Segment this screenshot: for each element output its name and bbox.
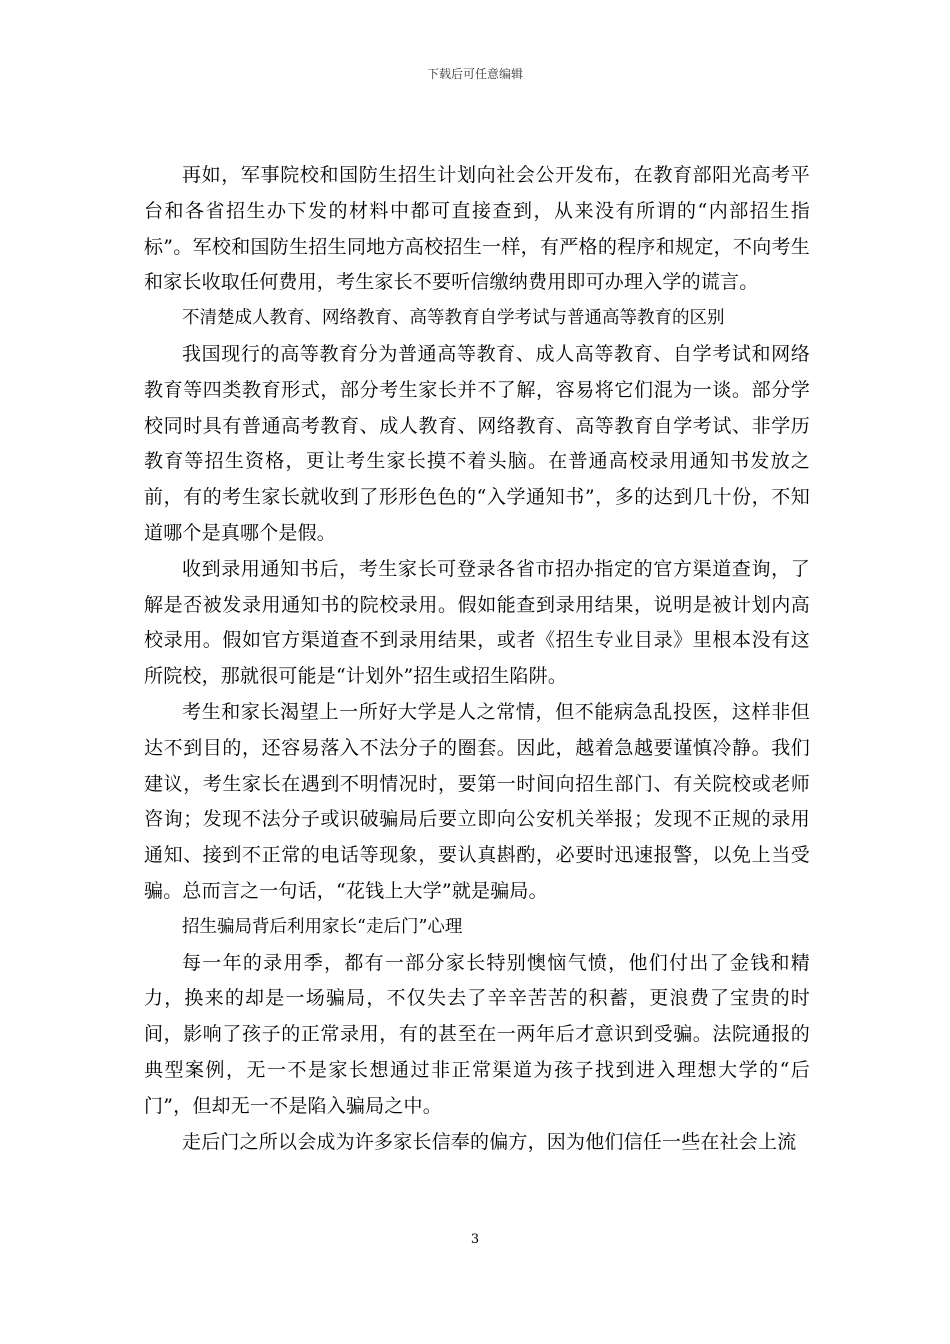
- paragraph-military-schools: 再如，军事院校和国防生招生计划向社会公开发布，在教育部阳光高考平台和各省招生办下发的材料中都可直接查到，从来没有所谓的“内部招生指标”。军校和国防生招生同地方高校招生一样，有严格的程序和规定，不向考生和家长收取任何费用，考生家长不要听信缴纳费用即可办理入学的谎言。: [144, 164, 810, 294]
- page-number: 3: [470, 1232, 480, 1247]
- section-heading-back-door: 招生骗局背后利用家长“走后门”心理: [182, 916, 463, 937]
- paragraph-admission-season: 每一年的录用季，都有一部分家长特别懊恼气愤，他们付出了金钱和精力，换来的却是一场骗局，不仅失去了辛辛苦苦的积蓄，更浪费了宝贵的时间，影响了孩子的正常录用，有的甚至在一两年后才意识到受骗。法院通报的典型案例，无一不是家长想通过非正常渠道为孩子找到进入理想大学的“后门”，但却无一不是陷入骗局之中。: [144, 951, 810, 1117]
- paragraph-back-door-reason: 走后门之所以会成为许多家长信奉的偏方，因为他们信任一些在社会上流: [182, 1130, 797, 1153]
- paragraph-admission-check: 收到录用通知书后，考生家长可登录各省市招办指定的官方渠道查询，了解是否被发录用通知书的院校录用。假如能查到录用结果，说明是被计划内高校录用。假如官方渠道查不到录用结果，或者《招生专业目录》里根本没有这所院校，那就很可能是“计划外”招生或招生陷阱。: [144, 557, 810, 688]
- paragraph-education-forms: 我国现行的高等教育分为普通高等教育、成人高等教育、自学考试和网络教育等四类教育形式，部分考生家长并不了解，容易将它们混为一谈。部分学校同时具有普通高考教育、成人教育、网络教育、高等教育自学考试、非学历教育等招生资格，更让考生家长摸不着头脑。在普通高校录用通知书发放之前，有的考生家长就收到了形形色色的“入学通知书”，多的达到几十份，不知道哪个是真哪个是假。: [144, 342, 810, 544]
- section-heading-education-types: 不清楚成人教育、网络教育、高等教育自学考试与普通高等教育的区别: [182, 308, 725, 329]
- paragraph-advice: 考生和家长渴望上一所好大学是人之常情，但不能病急乱投医，这样非但达不到目的，还容易落入不法分子的圈套。因此，越着急越要谨慎冷静。我们建议，考生家长在遇到不明情况时，要第一时间向招生部门、有关院校或老师咨询；发现不法分子或识破骗局后要立即向公安机关举报；发现不正规的录用通知、接到不正常的电话等现象，要认真斟酌，必要时迅速报警，以免上当受骗。总而言之一句话，“花钱上大学”就是骗局。: [144, 700, 810, 902]
- document-body: [144, 158, 810, 1160]
- page-header: 下载后可任意编辑: [426, 67, 523, 81]
